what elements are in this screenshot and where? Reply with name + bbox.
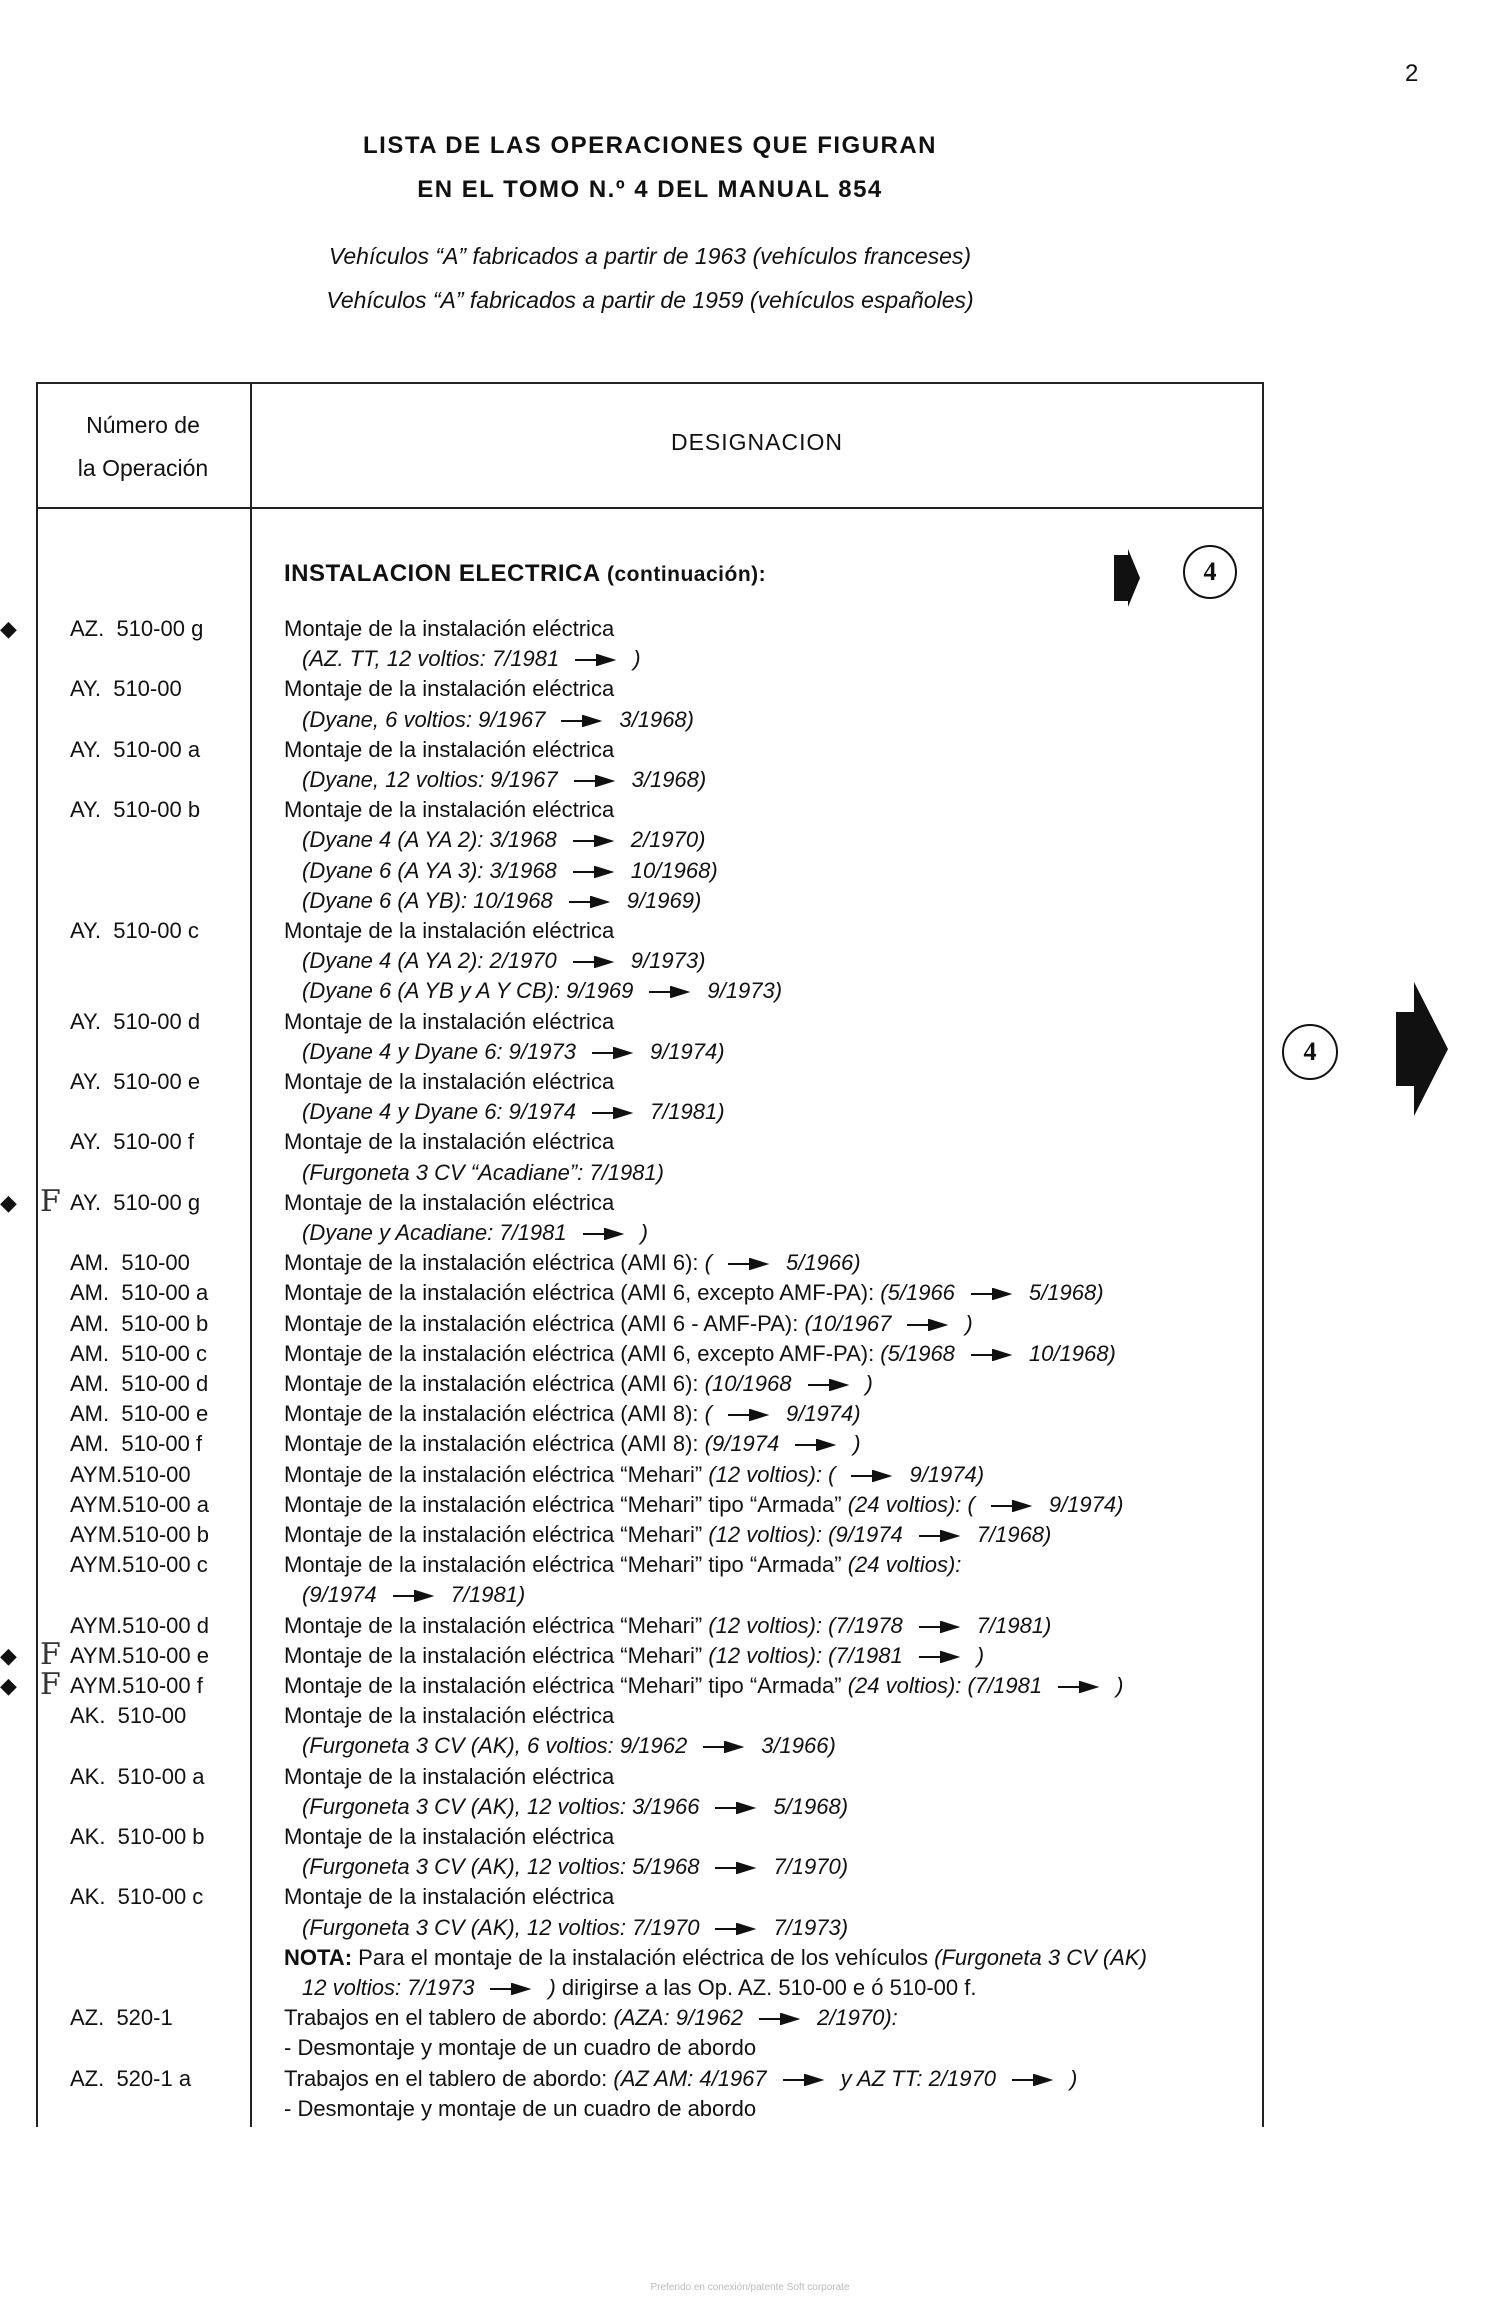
- operation-description-line: [284, 1945, 1147, 1971]
- table-header-divider: [36, 507, 1264, 509]
- range-arrow-icon: [728, 1409, 770, 1421]
- subtitle-french: Vehículos “A” fabricados a partir de 1963 (vehículos franceses): [328, 243, 972, 269]
- applicability-text: (12 voltios): (7/1978: [708, 1612, 903, 1638]
- description-text: Montaje de la instalación eléctrica “Mehari”: [284, 1612, 709, 1638]
- applicability-end: ): [965, 1310, 973, 1336]
- applicability-end: ): [640, 1219, 648, 1245]
- applicability-text: (: [704, 1401, 712, 1427]
- range-arrow-icon: [393, 1590, 435, 1602]
- applicability-end: ): [976, 1642, 985, 1668]
- operation-description-line: [284, 918, 614, 944]
- range-arrow-icon: [971, 1349, 1013, 1361]
- applicability-text: (24 voltios): (: [847, 1491, 975, 1517]
- applicability-end: 7/1968): [976, 1522, 1052, 1547]
- range-arrow-icon: [574, 775, 616, 787]
- operation-description-line: [302, 1733, 836, 1759]
- operation-number: AM. 510-00 c: [70, 1340, 207, 1366]
- operation-description-line: [284, 2066, 1077, 2092]
- operation-number: AYM.510-00 f: [70, 1673, 203, 1698]
- operation-description-line: [284, 1492, 1123, 1518]
- description-text: Montaje de la instalación eléctrica: [284, 1008, 615, 1034]
- operation-description-line: [284, 1462, 984, 1488]
- range-arrow-icon: [715, 1923, 757, 1935]
- description-text: Montaje de la instalación eléctrica: [284, 616, 615, 641]
- description-text: Montaje de la instalación eléctrica “Mehari”: [284, 1522, 709, 1547]
- operation-number: AM. 510-00 d: [70, 1371, 209, 1396]
- range-arrow-icon: [715, 1802, 757, 1814]
- change-bullet-icon: ◆: [0, 1642, 17, 1668]
- description-text: Montaje de la instalación eléctrica “Mehari”: [284, 1642, 709, 1668]
- operation-number: AM. 510-00 e: [70, 1401, 209, 1427]
- description-text: Montaje de la instalación eléctrica: [284, 736, 615, 762]
- applicability-end: 5/1968): [773, 1793, 849, 1819]
- operation-number: AYM.510-00 c: [70, 1552, 208, 1578]
- range-arrow-icon: [573, 956, 615, 968]
- operation-description-line: [302, 1794, 848, 1820]
- range-arrow-icon: [703, 1741, 745, 1753]
- description-text: Montaje de la instalación eléctrica (AMI 8):: [284, 1401, 705, 1427]
- operation-description-line: [284, 1371, 873, 1397]
- range-arrow-icon: [573, 866, 615, 878]
- description-text: Montaje de la instalación eléctrica: [284, 1069, 615, 1094]
- operation-number: AM. 510-00: [70, 1250, 190, 1276]
- applicability-text: (5/1966: [880, 1280, 955, 1306]
- operation-description-line: [284, 1009, 614, 1035]
- applicability-end: 7/1973): [773, 1914, 849, 1940]
- applicability-end: ): [865, 1371, 873, 1396]
- operation-description-line: [302, 1099, 725, 1125]
- note-label: NOTA:: [284, 1944, 353, 1970]
- applicability-end: 9/1974): [649, 1038, 725, 1064]
- applicability-text: (5/1968: [880, 1340, 955, 1366]
- applicability-end: ): [1116, 1673, 1124, 1698]
- operation-description-line: [302, 646, 641, 672]
- applicability-end: 10/1968): [630, 857, 718, 883]
- range-arrow-icon: [490, 1983, 532, 1995]
- applicability-end: 3/1968): [631, 766, 707, 792]
- range-arrow-icon: [1058, 1681, 1100, 1693]
- operation-number: AM. 510-00 b: [70, 1310, 209, 1336]
- applicability-end: 2/1970):: [817, 2005, 898, 2031]
- range-arrow-icon: [592, 1047, 634, 1059]
- description-text: Montaje de la instalación eléctrica (AMI 8):: [284, 1431, 705, 1457]
- operation-description-line: [302, 827, 705, 853]
- applicability-end: ): [633, 646, 641, 672]
- applicability-text: (12 voltios): (7/1981: [708, 1642, 903, 1668]
- operation-number: AY. 510-00 f: [70, 1129, 194, 1155]
- description-text: Montaje de la instalación eléctrica (AMI 6 - AMF-PA):: [284, 1310, 805, 1336]
- operation-description-line: [284, 1190, 614, 1216]
- operation-description-line: [284, 1884, 614, 1910]
- table-column-divider: [250, 382, 252, 2127]
- applicability-end: 7/1981): [450, 1582, 526, 1608]
- operation-description-line: [302, 1039, 725, 1065]
- applicability-text: (: [704, 1250, 712, 1276]
- operation-number: AM. 510-00 f: [70, 1431, 203, 1457]
- operation-description-line: [302, 858, 718, 884]
- range-arrow-icon: [991, 1500, 1033, 1512]
- operation-description-line: [284, 1431, 861, 1457]
- range-arrow-icon: [759, 2013, 801, 2025]
- operation-description-line: [284, 2035, 756, 2061]
- next-page-arrow-icon: [1392, 980, 1450, 1118]
- subtitle-spanish: Vehículos “A” fabricados a partir de 1959 (vehículos españoles): [326, 287, 974, 313]
- operation-description-line: [284, 1643, 984, 1669]
- range-arrow-icon: [919, 1651, 961, 1663]
- operation-description-line: [302, 767, 706, 793]
- side-volume-marker-icon: 4: [1282, 1024, 1338, 1080]
- operation-number: AYM.510-00 d: [70, 1612, 210, 1638]
- applicability-text: (10/1968: [704, 1371, 792, 1396]
- description-text: Montaje de la instalación eléctrica: [284, 1824, 615, 1849]
- description-text: Montaje de la instalación eléctrica: [284, 1129, 615, 1155]
- operation-description-line: [302, 978, 782, 1004]
- applicability-end: 9/1969): [626, 887, 702, 913]
- applicability-text: (Dyane 6 (A YB): 10/1968: [302, 887, 553, 913]
- range-arrow-icon: [715, 1862, 757, 1874]
- applicability-text: (AZ AM: 4/1967: [613, 2065, 767, 2091]
- handwritten-mark: F: [40, 1183, 61, 1219]
- applicability-text: (Furgoneta 3 CV “Acadiane”: 7/1981): [302, 1159, 664, 1185]
- operation-number: AY. 510-00 c: [70, 918, 199, 943]
- operation-description-line: [302, 888, 701, 914]
- applicability-text: (AZA: 9/1962: [613, 2005, 744, 2031]
- document-title: LISTA DE LAS OPERACIONES QUE FIGURAN: [362, 132, 938, 159]
- applicability-text: (24 voltios): (7/1981: [847, 1673, 1043, 1698]
- operation-number: AY. 510-00 e: [70, 1069, 201, 1094]
- description-text: Trabajos en el tablero de abordo:: [284, 2005, 614, 2031]
- operation-number: AK. 510-00: [70, 1703, 187, 1729]
- section-title-text: INSTALACION ELECTRICA: [284, 560, 600, 587]
- operation-description-line: [302, 1975, 976, 2001]
- applicability-text: (Furgoneta 3 CV (AK), 12 voltios: 5/1968: [302, 1854, 700, 1880]
- range-arrow-icon: [795, 1439, 837, 1451]
- operation-description-line: [284, 2005, 898, 2031]
- operation-description-line: [284, 616, 614, 642]
- applicability-text: (Dyane 6 (A YB y A Y CB): 9/1969: [302, 978, 634, 1004]
- applicability-end: 2/1970): [630, 827, 706, 853]
- operation-description-line: [284, 1311, 973, 1337]
- description-text: Montaje de la instalación eléctrica “Mehari”: [284, 1461, 709, 1487]
- operation-description-line: [284, 1552, 961, 1578]
- applicability-end: 10/1968): [1028, 1340, 1116, 1366]
- operation-description-line: [284, 737, 614, 763]
- applicability-text: (10/1967: [804, 1310, 892, 1336]
- description-text: Montaje de la instalación eléctrica “Mehari” tipo “Armada”: [284, 1552, 848, 1578]
- operation-description-line: [284, 676, 614, 702]
- range-arrow-icon: [851, 1470, 893, 1482]
- applicability-text: (12 voltios): (: [708, 1461, 836, 1487]
- description-text: Montaje de la instalación eléctrica: [284, 1189, 615, 1215]
- description-text: Montaje de la instalación eléctrica (AMI 6, excepto AMF-PA):: [284, 1280, 881, 1306]
- applicability-end: ): [1069, 2065, 1078, 2091]
- operation-number: AYM.510-00 e: [70, 1642, 210, 1668]
- range-arrow-icon: [919, 1621, 961, 1633]
- operation-description-line: [284, 1069, 614, 1095]
- operation-description-line: [284, 1401, 861, 1427]
- range-arrow-icon: [649, 986, 691, 998]
- description-text: Montaje de la instalación eléctrica: [284, 1884, 615, 1910]
- description-text: Trabajos en el tablero de abordo:: [284, 2065, 614, 2091]
- range-arrow-icon: [808, 1379, 850, 1391]
- description-text: Montaje de la instalación eléctrica: [284, 797, 615, 823]
- description-text: Montaje de la instalación eléctrica “Mehari” tipo “Armada”: [284, 1491, 848, 1517]
- description-text: Montaje de la instalación eléctrica: [284, 1703, 615, 1729]
- operation-description-line: [284, 2096, 756, 2122]
- column-header-number: Número de: [86, 412, 200, 438]
- change-bullet-icon: ◆: [0, 1189, 17, 1215]
- section-title-suffix: (continuación):: [607, 563, 767, 586]
- operation-number: AYM.510-00 b: [70, 1522, 210, 1547]
- range-arrow-icon: [583, 1228, 625, 1240]
- operation-description-line: [284, 1824, 614, 1850]
- applicability-text: (AZ. TT, 12 voltios: 7/1981: [302, 646, 560, 672]
- applicability-text: (Furgoneta 3 CV (AK), 12 voltios: 3/1966: [302, 1793, 700, 1819]
- applicability-text: (Dyane 4 (A YA 2): 2/1970: [302, 948, 557, 974]
- operation-number: AYM.510-00: [70, 1461, 191, 1487]
- applicability-end: ): [853, 1431, 861, 1457]
- applicability-end: 5/1968): [1028, 1280, 1104, 1306]
- operation-description-line: [284, 1341, 1116, 1367]
- operation-number: AYM.510-00 a: [70, 1491, 210, 1517]
- range-arrow-icon: [569, 896, 611, 908]
- operation-description-line: [284, 797, 614, 823]
- operation-number: AZ. 520-1 a: [70, 2065, 192, 2091]
- volume-marker-icon: 4: [1183, 545, 1237, 599]
- applicability-text: (Dyane 4 (A YA 2): 3/1968: [302, 827, 557, 853]
- operation-description-line: [302, 1582, 525, 1608]
- operation-number: AZ. 520-1: [70, 2005, 173, 2031]
- applicability-text: (24 voltios):: [847, 1552, 962, 1578]
- applicability-end: 3/1966): [761, 1733, 836, 1759]
- change-bullet-icon: ◆: [0, 616, 17, 641]
- description-text: - Desmontaje y montaje de un cuadro de abordo: [284, 2035, 757, 2061]
- description-text: Montaje de la instalación eléctrica (AMI 6):: [284, 1371, 705, 1396]
- applicability-text: (Dyane y Acadiane: 7/1981: [302, 1219, 567, 1245]
- range-arrow-icon: [561, 715, 603, 727]
- operation-description-line: [284, 1613, 1051, 1639]
- operation-number: AM. 510-00 a: [70, 1280, 209, 1306]
- applicability-text: 12 voltios: 7/1973: [302, 1974, 475, 2000]
- range-arrow-icon: [907, 1319, 949, 1331]
- description-text: Montaje de la instalación eléctrica “Mehari” tipo “Armada”: [284, 1673, 848, 1698]
- page-number: 2: [1405, 60, 1419, 87]
- operation-number: AY. 510-00: [70, 676, 182, 702]
- range-arrow-icon: [728, 1258, 770, 1270]
- continue-arrow-icon: [1112, 547, 1142, 609]
- section-title: [284, 560, 766, 588]
- applicability-end: 9/1974): [909, 1461, 985, 1487]
- applicability-text: (Dyane 4 y Dyane 6: 9/1974: [302, 1099, 576, 1125]
- applicability-end: 9/1974): [1048, 1491, 1124, 1517]
- description-text: Montaje de la instalación eléctrica (AMI 6):: [284, 1250, 705, 1276]
- description-text: - Desmontaje y montaje de un cuadro de abordo: [284, 2095, 757, 2121]
- operation-number: AK. 510-00 b: [70, 1824, 205, 1849]
- applicability-end: 7/1981): [976, 1612, 1052, 1638]
- range-arrow-icon: [783, 2074, 825, 2086]
- operation-number: AY. 510-00 b: [70, 797, 201, 823]
- applicability-text: (12 voltios): (9/1974: [708, 1522, 903, 1547]
- description-text: Para el montaje de la instalación eléctrica de los vehículos: [352, 1944, 935, 1970]
- column-header-designation: DESIGNACION: [670, 429, 844, 455]
- range-arrow-icon: [971, 1288, 1013, 1300]
- operation-description-line: [302, 1854, 848, 1880]
- applicability-text: (Furgoneta 3 CV (AK), 6 voltios: 9/1962: [302, 1733, 688, 1759]
- operation-description-line: [284, 1250, 861, 1276]
- applicability-text: (9/1974: [704, 1431, 780, 1457]
- description-text: Montaje de la instalación eléctrica: [284, 676, 615, 702]
- applicability-end: 7/1981): [649, 1099, 725, 1125]
- document-title-line2: EN EL TOMO N.º 4 DEL MANUAL 854: [417, 176, 883, 203]
- column-header-number-line2: la Operación: [77, 455, 209, 481]
- applicability-text: (Dyane, 12 voltios: 9/1967: [302, 766, 558, 792]
- operation-number: AK. 510-00 a: [70, 1763, 205, 1789]
- applicability-end: y AZ TT: 2/1970: [840, 2065, 996, 2091]
- applicability-end: 5/1966): [785, 1250, 861, 1276]
- range-arrow-icon: [919, 1530, 961, 1542]
- range-arrow-icon: [1012, 2074, 1054, 2086]
- operation-number: AK. 510-00 c: [70, 1884, 204, 1910]
- operation-description-line: [302, 1160, 664, 1186]
- description-text: Montaje de la instalación eléctrica: [284, 918, 615, 943]
- operation-description-line: [284, 1280, 1104, 1306]
- applicability-text: (Dyane, 6 voltios: 9/1967: [302, 706, 546, 732]
- description-text: Montaje de la instalación eléctrica (AMI 6, excepto AMF-PA):: [284, 1340, 881, 1366]
- applicability-text: (Furgoneta 3 CV (AK), 12 voltios: 7/1970: [302, 1914, 700, 1940]
- applicability-end: 3/1968): [619, 706, 694, 732]
- description-text: dirigirse a las Op. AZ. 510-00 e ó 510-00 f.: [555, 1974, 977, 2000]
- description-text: Montaje de la instalación eléctrica: [284, 1763, 615, 1789]
- operation-description-line: [284, 1673, 1123, 1699]
- page-footer: Preferido en conexión/patente Soft corporate: [650, 2282, 850, 2293]
- operation-description-line: [302, 1915, 848, 1941]
- operation-description-line: [302, 707, 694, 733]
- applicability-end: 9/1973): [630, 948, 706, 974]
- handwritten-mark: F: [40, 1667, 61, 1702]
- applicability-end: 7/1970): [773, 1854, 849, 1880]
- operation-description-line: [284, 1703, 614, 1729]
- operation-description-line: [302, 948, 705, 974]
- operation-description-line: [284, 1522, 1051, 1548]
- applicability-text: (Furgoneta 3 CV (AK): [934, 1944, 1147, 1970]
- change-bullet-icon: ◆: [0, 1673, 17, 1698]
- applicability-text: (Dyane 4 y Dyane 6: 9/1973: [302, 1038, 576, 1064]
- operation-number: AY. 510-00 g: [70, 1189, 201, 1215]
- applicability-text: (Dyane 6 (A YA 3): 3/1968: [302, 857, 557, 883]
- range-arrow-icon: [573, 835, 615, 847]
- range-arrow-icon: [575, 654, 617, 666]
- range-arrow-icon: [592, 1107, 634, 1119]
- operation-number: AY. 510-00 a: [70, 736, 201, 762]
- operation-description-line: [284, 1129, 614, 1155]
- applicability-end: 9/1974): [785, 1401, 861, 1427]
- applicability-end: ): [548, 1974, 556, 2000]
- handwritten-mark: F: [40, 1636, 61, 1672]
- operation-description-line: [284, 1764, 614, 1790]
- operation-description-line: [302, 1220, 648, 1246]
- operation-number: AZ. 510-00 g: [70, 616, 204, 641]
- operation-number: AY. 510-00 d: [70, 1008, 201, 1034]
- applicability-end: 9/1973): [707, 978, 783, 1004]
- applicability-text: (9/1974: [302, 1582, 377, 1608]
